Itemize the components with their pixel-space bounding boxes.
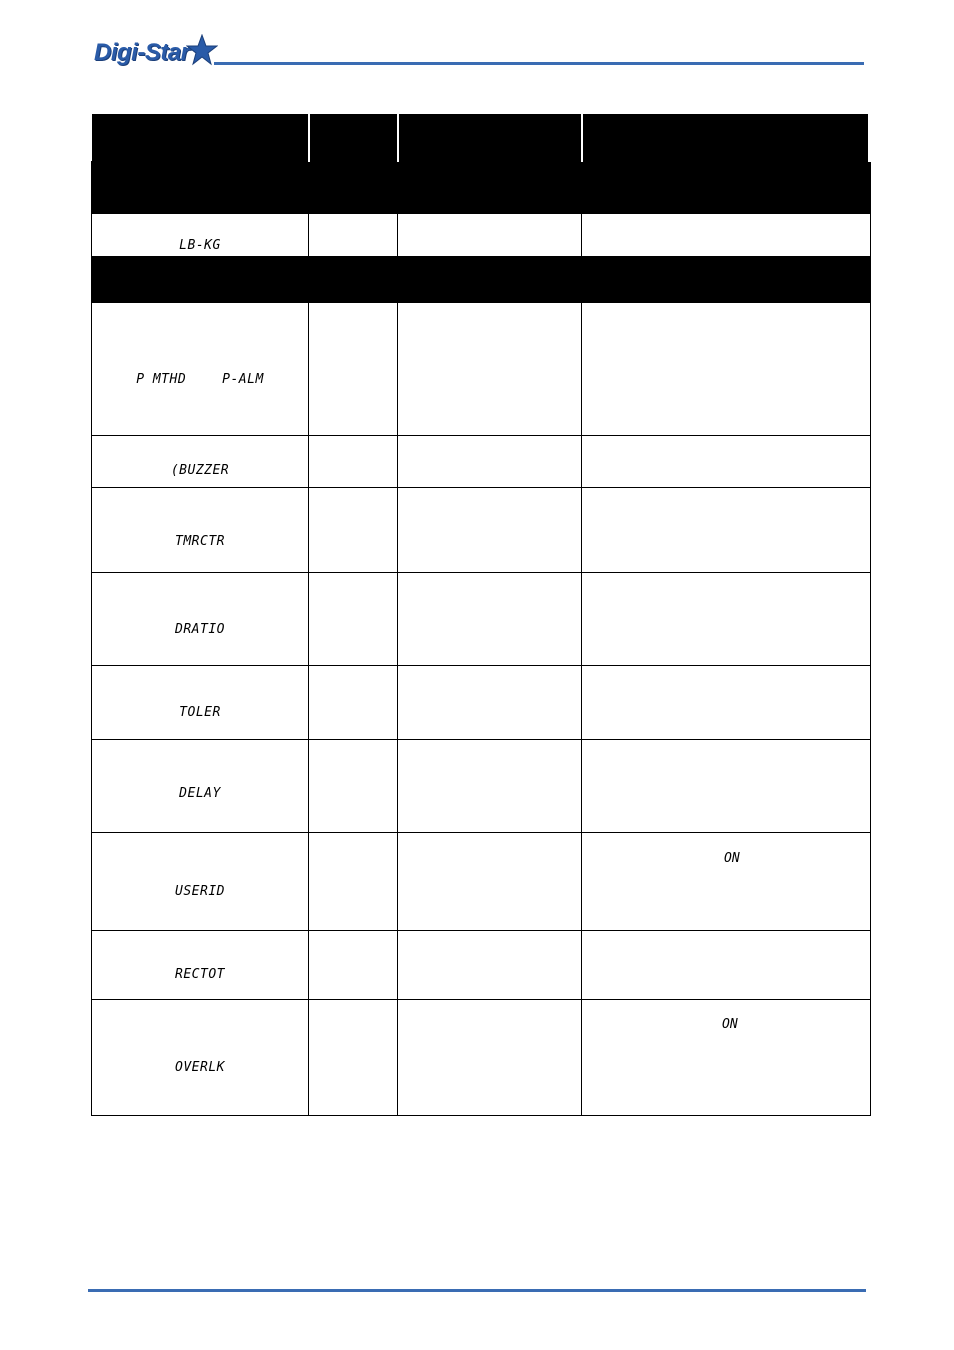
setting-cell (92, 833, 309, 931)
table-row (92, 436, 871, 488)
table-row (92, 833, 871, 931)
brand-name: Digi-Star (94, 39, 190, 66)
setting-code: DELAY (179, 786, 221, 801)
setting-code: P MTHD (136, 372, 187, 387)
header-cell (92, 114, 309, 162)
section-header-row (92, 162, 871, 214)
setting-cell (92, 436, 309, 488)
section-header-cell (92, 162, 871, 214)
settings-table (91, 114, 870, 1116)
note-cell (582, 833, 871, 931)
table-header-row (92, 114, 871, 162)
setting-code: TOLER (179, 705, 221, 720)
table-row (92, 303, 871, 436)
setting-cell (92, 303, 309, 436)
section-header-cell (92, 257, 871, 303)
table-row (92, 488, 871, 573)
table-row (92, 1000, 871, 1116)
header-cell (398, 114, 582, 162)
setting-cell (92, 1000, 309, 1116)
header-cell (309, 114, 398, 162)
setting-cell (92, 931, 309, 1000)
star-icon (186, 34, 218, 66)
setting-code: OVERLK (175, 1060, 225, 1075)
setting-cell (92, 488, 309, 573)
setting-note: ON (722, 1017, 738, 1032)
setting-cell (92, 740, 309, 833)
table-row (92, 666, 871, 740)
table-row (92, 214, 871, 257)
section-header-row (92, 257, 871, 303)
setting-cell (92, 214, 309, 257)
table-row (92, 573, 871, 666)
setting-cell (92, 666, 309, 740)
setting-code: P-ALM (222, 372, 264, 387)
brand-logo (94, 36, 218, 70)
table-row (92, 740, 871, 833)
setting-code: RECTOT (175, 967, 225, 982)
setting-cell (92, 573, 309, 666)
table-row (92, 931, 871, 1000)
setting-code: LB-KG (179, 238, 221, 253)
note-cell (582, 1000, 871, 1116)
setting-code: (BUZZER (170, 463, 230, 478)
footer-rule (88, 1289, 866, 1292)
header-cell (582, 114, 871, 162)
setting-code: DRATIO (175, 622, 225, 637)
setting-code: USERID (175, 884, 225, 899)
setting-note: ON (724, 851, 740, 866)
setting-code: TMRCTR (175, 534, 225, 549)
header-rule (214, 62, 864, 65)
